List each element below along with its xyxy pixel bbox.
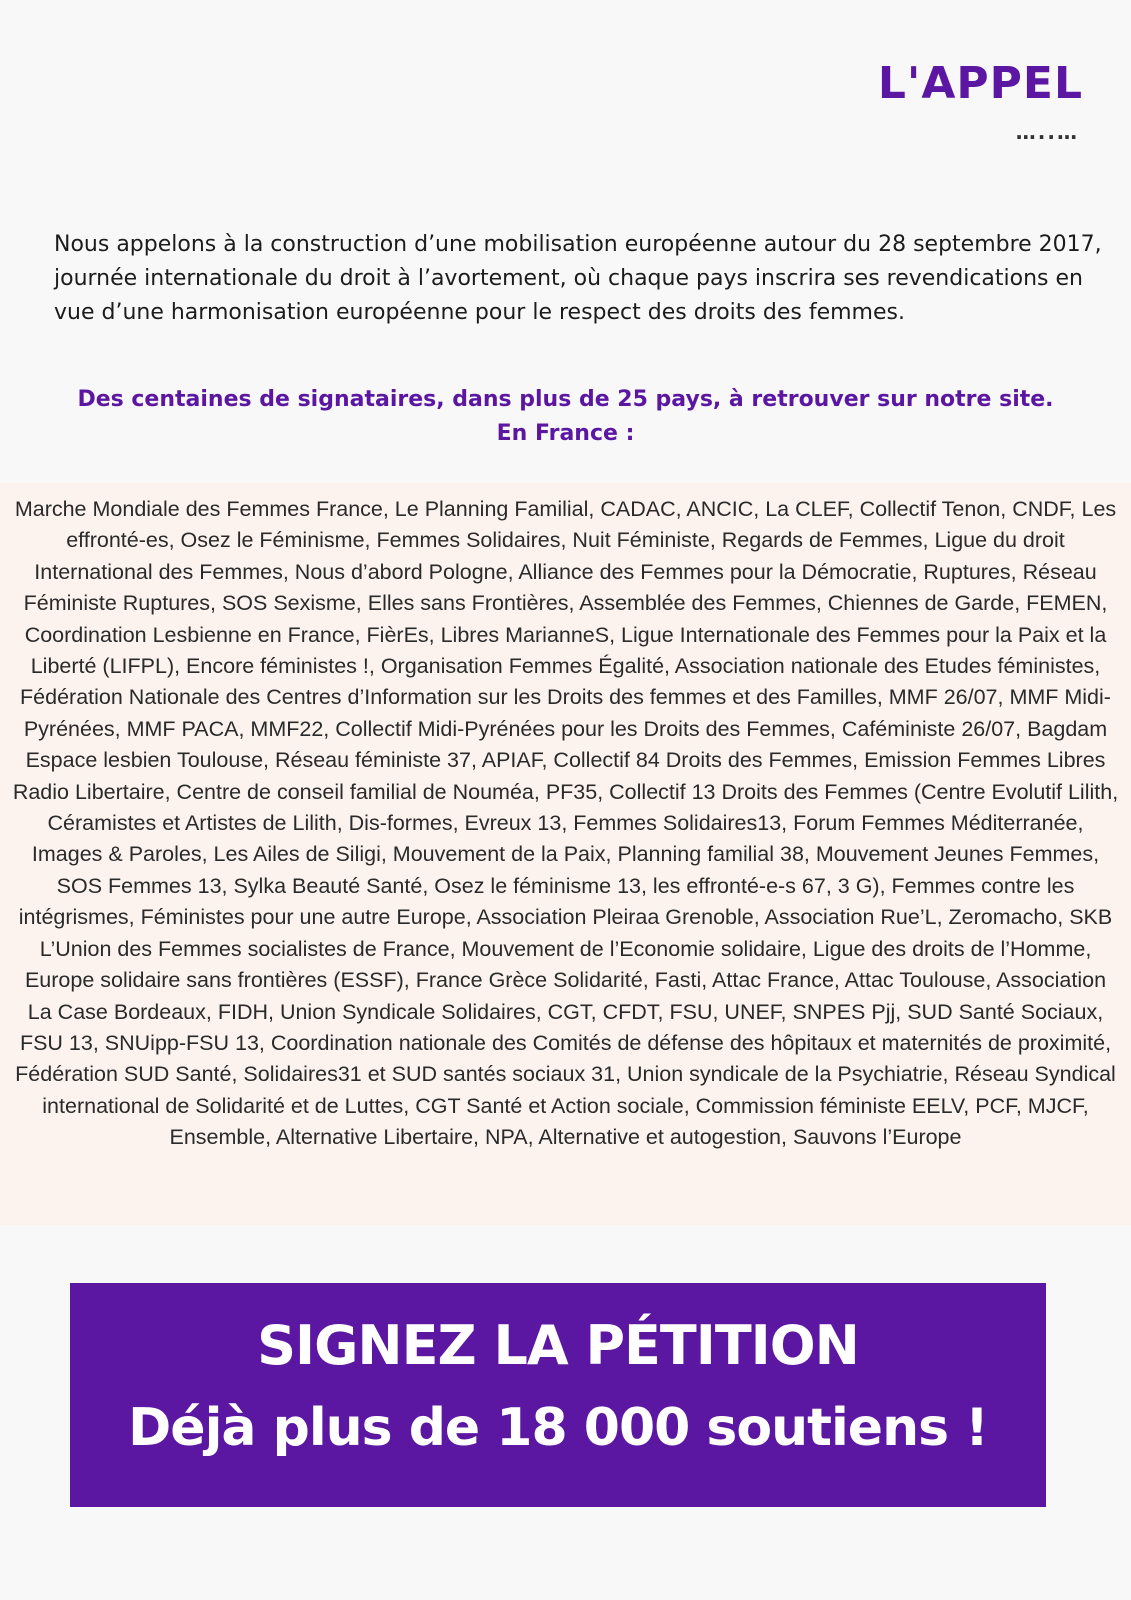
announcement-france-label: En France : bbox=[496, 421, 635, 446]
signatories-announcement bbox=[0, 383, 1131, 451]
petition-banner[interactable] bbox=[70, 1283, 1046, 1507]
signatories-list: Marche Mondiale des Femmes France, Le Planning Familial, CADAC, ANCIC, La CLEF, Collectif Tenon, CNDF, Les effronté-es, Osez le Féminisme, Femmes Solidaires, Nuit Féministe, Regards de Femmes, Ligue du droit International des Femmes, Nous d’abord Pologne, Alliance des Femmes pour la Démocratie, Ruptures, Réseau Féministe Ruptures, SOS Sexisme, Elles sans Frontières, Assemblée des Femmes, Chiennes de Garde, FEMEN, Coordination Lesbienne en France, FièrEs, Libres MarianneS, Ligue Internationale des Femmes pour la Paix et la Liberté (LIFPL), Encore féministes !, Organisation Femmes Égalité, Association nationale des Etudes féministes, Fédération Nationale des Centres d’Information sur les Droits des femmes et des Familles, MMF 26/07, MMF Midi-Pyrénées, MMF PACA, MMF22, Collectif Midi-Pyrénées pour les Droits des Femmes, Caféministe 26/07, Bagdam Espace lesbien Toulouse, Réseau féministe 37, APIAF, Collectif 84 Droits des Femmes, Emission Femmes Libres Radio Libertaire, Centre de conseil familial de Nouméa, PF35, Collectif 13 Droits des Femmes (Centre Evolutif Lilith, Céramistes et Artistes de Lilith, Dis-formes, Evreux 13, Femmes Solidaires13, Forum Femmes Méditerranée, Images & Paroles, Les Ailes de Siligi, Mouvement de la Paix, Planning familial 38, Mouvement Jeunes Femmes, SOS Femmes 13, Sylka Beauté Santé, Osez le féminisme 13, les effronté-e-s 67, 3 G), Femmes contre les intégrismes, Féministes pour une autre Europe, Association Pleiraa Grenoble, Association Rue’L, Zeromacho, SKB L’Union des Femmes socialistes de France, Mouvement de l’Economie solidaire, Ligue des droits de l’Homme, Europe solidaire sans frontières (ESSF), France Grèce Solidarité, Fasti, Attac France, Attac Toulouse, Association La Case Bordeaux, FIDH, Union Syndicale Solidaires, CGT, CFDT, FSU, UNEF, SNPES Pjj, SUD Santé Sociaux, FSU 13, SNUipp-FSU 13, Coordination nationale des Comités de défense des hôpitaux et maternités de proximité, Fédération SUD Santé, Solidaires31 et SUD santés sociaux 31, Union syndicale de la Psychiatrie, Réseau Syndical international de Solidarité et de Luttes, CGT Santé et Action sociale, Commission féministe EELV, PCF, MJCF, Ensemble, Alternative Libertaire, NPA, Alternative et autogestion, Sauvons l’Europe bbox=[12, 497, 1119, 1150]
title-ellipsis: …..… bbox=[1015, 120, 1079, 144]
intro-paragraph: Nous appelons à la construction d’une mobilisation européenne autour du 28 septembre 2017, journée internationale du droit à l’avortement, où chaque pays inscrira ses revendications en vue d’une harmonisation européenne pour le respect des droits des femmes. bbox=[54, 232, 1102, 325]
petition-support-count: Déjà plus de 18 000 soutiens ! bbox=[128, 1398, 988, 1458]
petition-title: SIGNEZ LA PÉTITION bbox=[257, 1314, 859, 1377]
page-title: L'APPEL bbox=[877, 58, 1083, 109]
announcement-line: Des centaines de signataires, dans plus de 25 pays, à retrouver sur notre site. bbox=[77, 387, 1054, 412]
